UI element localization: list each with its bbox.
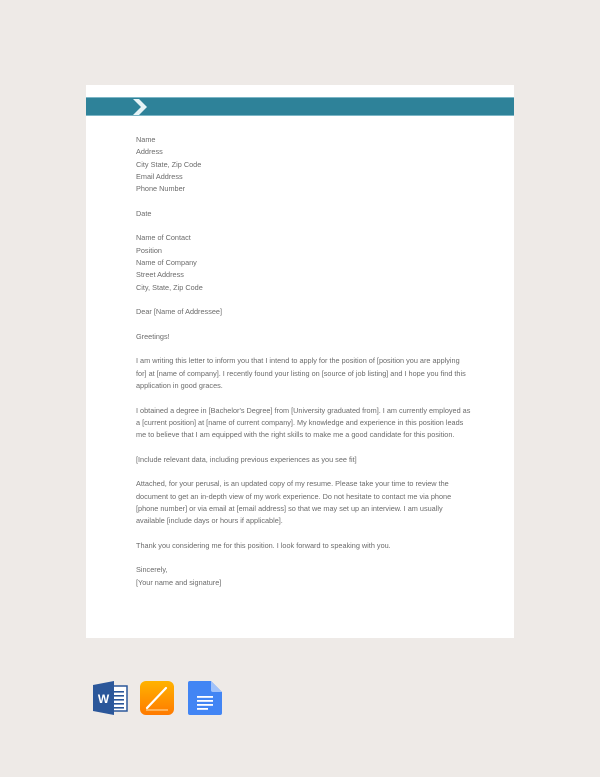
greeting (136, 331, 476, 343)
date (136, 208, 476, 220)
recipient-contact: Name of Contact (136, 233, 191, 243)
sender-email: Email Address (136, 171, 183, 181)
sender-address: Address (136, 147, 163, 157)
recipient-company: Name of Company (136, 257, 197, 267)
paragraph-line: I am writing this letter to inform you that I intend to apply for the position of [position you are applying (136, 356, 460, 366)
letter-page (86, 85, 514, 638)
paragraph-line: available [include days or hours if applicable]. (136, 516, 283, 526)
paragraph-thanks (136, 540, 476, 552)
closing-block (136, 564, 476, 589)
salutation (136, 306, 476, 318)
letter-body (136, 134, 476, 601)
paragraph-line: [Include relevant data, including previous experiences as you see fit] (136, 454, 357, 464)
svg-text:W: W (97, 692, 110, 706)
paragraph-attached-resume (136, 478, 476, 527)
paragraph-education (136, 405, 476, 442)
apple-pages-icon[interactable] (140, 681, 175, 715)
paragraph-line: Attached, for your perusal, is an updated copy of my resume. Please take your time to review the (136, 479, 449, 489)
recipient-position: Position (136, 245, 162, 255)
closing-text: Sincerely, (136, 565, 168, 575)
google-docs-icon[interactable] (188, 681, 223, 715)
paragraph-line: document to get an in-depth view of my work experience. Do not hesitate to contact me via phone (136, 491, 452, 501)
date-text: Date (136, 208, 152, 218)
paragraph-line: [phone number] or via email at [email address] so that we may set up an interview. I am usually (136, 503, 443, 513)
recipient-city: City, State, Zip Code (136, 282, 203, 292)
sender-phone: Phone Number (136, 184, 186, 194)
paragraph-line: application in good graces. (136, 380, 223, 390)
paragraph-line: a [current position] at [name of current company]. My knowledge and experience in this position leads (136, 417, 464, 427)
paragraph-line: Thank you considering me for this position. I look forward to speaking with you. (136, 540, 391, 550)
chevron-right-icon (133, 99, 147, 115)
signature-text: [Your name and signature] (136, 577, 222, 587)
paragraph-relevant-data (136, 454, 476, 466)
sender-name: Name (136, 135, 156, 144)
recipient-block (136, 232, 476, 293)
paragraph-line: me to believe that I am equipped with the right skills to make me a good candidate for this position. (136, 430, 455, 440)
sender-block (136, 134, 476, 195)
salutation-text: Dear [Name of Addressee] (136, 307, 222, 317)
header-banner (86, 97, 514, 116)
paragraph-line: I obtained a degree in [Bachelor's Degree] from [University graduated from]. I am currently employed as (136, 405, 471, 415)
paragraph-line: for] at [name of company]. I recently found your listing on [source of job listing] and I hope you find this (136, 368, 466, 378)
greeting-text: Greetings! (136, 331, 170, 341)
microsoft-word-icon[interactable] (93, 681, 128, 715)
sender-city: City State, Zip Code (136, 159, 202, 169)
recipient-street: Street Address (136, 270, 184, 280)
paragraph-intent (136, 355, 476, 392)
